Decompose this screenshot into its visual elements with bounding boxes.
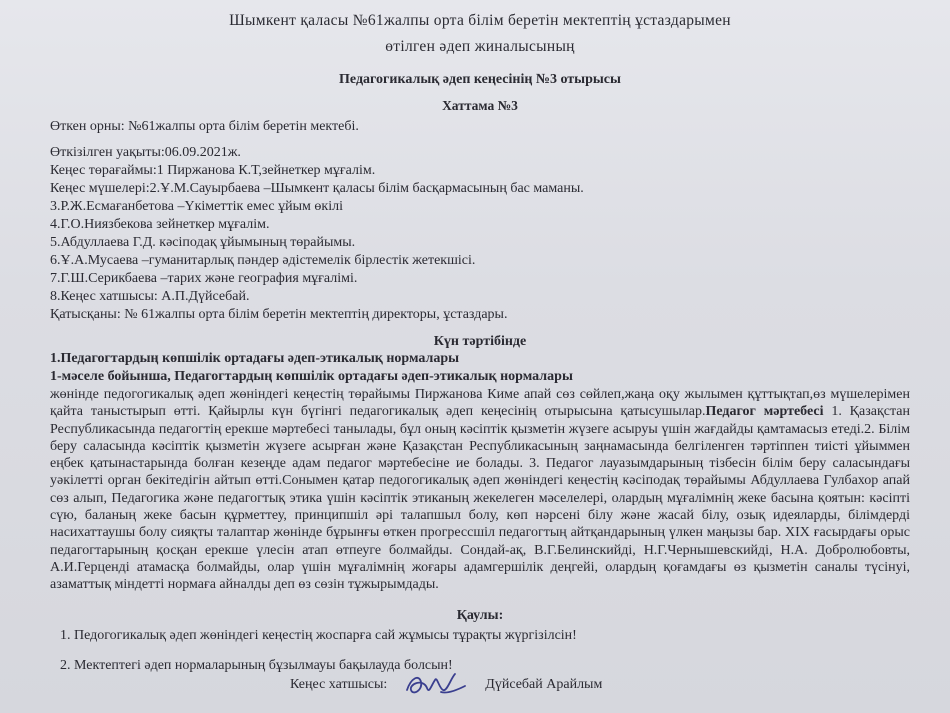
agenda-discussion-heading: 1-мәселе бойынша, Педагогтардың көпшілік ортадағы әдеп-этикалық нормалары (50, 369, 573, 384)
member-line: 7.Г.Ш.Серикбаева –тарих және география мұғалімі. (50, 271, 358, 286)
resolution-item: 1. Педогогикалық әдеп жөніндегі кеңестің жоспарға сай жұмысы тұрақты жүргізілсін! (60, 627, 577, 643)
member-line: Кеңес төрағаймы:1 Пиржанова К.Т,зейнеткер мұғалім. (50, 163, 376, 178)
agenda-item-1: 1.Педагогтардың көпшілік ортадағы әдеп-этикалық нормалары (50, 351, 460, 366)
header-line-1: Шымкент қаласы №61жалпы орта білім беретін мектептің ұстаздарымен (229, 12, 731, 29)
member-line: 3.Р.Ж.Есмағанбетова –Үкіметтік емес ұйым өкілі (50, 199, 343, 214)
member-line: 8.Кеңес хатшысы: А.П.Дүйсебай. (50, 289, 250, 304)
member-line: 4.Г.О.Ниязбекова зейнеткер мұғалім. (50, 217, 270, 232)
member-line: 6.Ұ.А.Мусаева –гуманитарлық пәндер әдістемелік бірлестік жетекшісі. (50, 253, 476, 268)
agenda-heading: Күн тәртібінде (433, 334, 527, 349)
agenda-body-part-2: 1. Қазақстан Республикасында педагогтің ерекше мәртебесі танылады, бұл оның кәсіптік қызметін жүзеге асыруы үшін жағдайды қамтамасыз етеді.2. Білім беру саласында кәсіптік қызметін жүзеге асырған және Қазақстан Республикасының заңнамасында белгіленген тәртіппен тиісті ұйыммен еңбек қатынастарында болған кезеңде адам педагог мәртебесіне ие болады. 3. Педагог лауазымдарының тізбесін білім беру саласындағы уәкілетті орган бекітедігін айтып өтті.Сонымен қатар педогогикалық әдеп жөніндегі кеңестің кәсіподақ төрайымы Абдуллаева Гулбахор апай сөз алып, Педагогика және педагогтық этика үшін кәсіптік этиканың жекелеген мәселелері, олардың мұғалімнің жеке басына қоятын: кәсіпті сүю, баланың жеке басын құрметтеу, принципшіл әрі талапшыл болу, көп нәрсені білу және жасай білу, озық идеяларды, білімдерді насихаттаушы болу сияқты талаптар жөнінде бұрынғы өткен прогрессшіл педагогтың айтқандарының үлкен маңызы бар. XIX ғасырдағы орыс педагогтарының қосқан ерекше үлесін атап өтпеуге болмайды. Сондай-ақ, В.Г.Белинскийді, Н.Г.Чернышевскийді, Н.А. Добролюбовты, А.И.Герценді атамасқа болмайды, олар үшін мұғалімнің жоғары адамгершілік деңгейі, олардың қоғамдағы өз қызметін саналы түсінуі, азаматтық міндетті нормаға айналды деп өз сөзін тұжырымдады. (50, 404, 910, 593)
resolution-heading: Қаулы: (456, 607, 504, 623)
participants: Қатысқаны: № 61жалпы орта білім беретін мектептің директоры, ұстаздары. (50, 307, 508, 322)
header-line-2: өтілген әдеп жиналысының (385, 38, 575, 55)
signature-name: Дүйсебай Арайлым (485, 677, 603, 692)
protocol-number: Хаттама №3 (442, 98, 518, 113)
agenda-body-part-1: жөнінде педогогикалық әдеп жөніндегі кеңестің төрайымы Пиржанова Киме апай сөз сөйлеп,жаңа оқу жылымен құттықтап,өз мүшелерімен қайта таныстырып өтті. Қайырлы күн бүгінгі педагогикалық әдеп кеңесінің отырысына қатысушылар. (50, 387, 910, 420)
agenda-body (50, 386, 910, 594)
signature-label: Кеңес хатшысы: (290, 677, 388, 692)
meeting-place: Өткен орны: №61жалпы орта білім беретін мектебі. (50, 119, 359, 134)
agenda-body-bold: Педагог мәртебесі (705, 404, 824, 420)
member-line: Кеңес мүшелері:2.Ұ.М.Сауырбаева –Шымкент қаласы білім басқармасының бас маманы. (50, 181, 584, 196)
resolution-item: 2. Мектептегі әдеп нормаларының бұзылмауы бақылауда болсын! (60, 657, 453, 673)
handwritten-signature-icon (401, 668, 471, 702)
signature-block (290, 668, 602, 702)
member-line: 5.Абдуллаева Г.Д. кәсіподақ ұйымының төрайымы. (50, 235, 356, 250)
meeting-date: Өткізілген уақыты:06.09.2021ж. (50, 145, 241, 160)
document-title: Педагогикалық әдеп кеңесінің №3 отырысы (339, 72, 621, 87)
